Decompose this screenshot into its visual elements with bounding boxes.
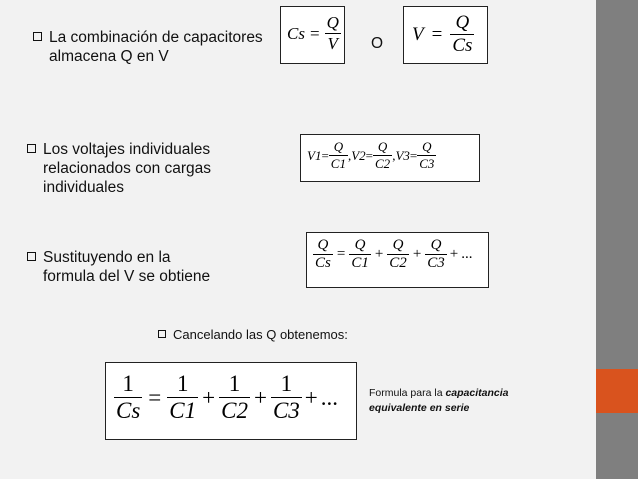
fraction-numerator: 1 (271, 371, 302, 398)
fraction-numerator: Q (387, 237, 409, 255)
fraction-numerator: Q (417, 139, 436, 156)
fraction-denominator: Cs (452, 35, 473, 56)
fraction-denominator: Cs (315, 255, 331, 271)
plus-sign: + (304, 384, 318, 410)
equals-sign: = (148, 384, 162, 410)
plus-sign: + (374, 246, 384, 262)
bullet-text-line: formula del V se obtiene (43, 268, 211, 285)
note-emphasis: capacitancia (445, 387, 509, 399)
series-capacitance-note (369, 386, 509, 416)
bullet-text-line: relacionados con cargas (43, 160, 212, 177)
eq-symbol: V (412, 23, 424, 45)
eq-symbol: V1 (307, 147, 322, 163)
fraction-denominator: V (327, 34, 338, 53)
eq-symbol: Cs (287, 23, 305, 43)
fraction-numerator: 1 (167, 371, 198, 398)
separator: , (392, 147, 396, 163)
fraction-denominator: C3 (272, 398, 300, 423)
bullet-text-line: Los voltajes individuales (43, 141, 211, 158)
fraction-denominator: C1 (169, 398, 197, 423)
checkbox-square-icon (27, 144, 36, 153)
accent-block (596, 369, 638, 413)
equals-sign: = (409, 147, 418, 163)
bullet-text-line: La combinación de capacitores (49, 29, 263, 46)
bullet-sustituyendo (27, 248, 210, 286)
fraction-numerator: Q (326, 13, 339, 32)
bullet-voltajes (27, 140, 211, 197)
checkbox-square-icon (33, 32, 42, 41)
fraction-numerator: Q (349, 237, 371, 255)
equals-sign: = (309, 23, 320, 43)
fraction-numerator: 1 (219, 371, 250, 398)
ellipsis: ... (461, 246, 473, 262)
fraction-denominator: C2 (389, 255, 407, 271)
checkbox-square-icon (158, 330, 166, 338)
fraction-denominator: C1 (351, 255, 369, 271)
checkbox-square-icon (27, 252, 36, 261)
bullet-text-line: individuales (43, 179, 124, 196)
equals-sign: = (321, 147, 329, 163)
ellipsis: ... (320, 384, 339, 410)
fraction-numerator: Q (450, 12, 474, 35)
fraction-denominator: C1 (330, 156, 346, 171)
plus-sign: + (202, 384, 216, 410)
fraction-numerator: Q (313, 237, 333, 255)
fraction-denominator: Cs (116, 398, 141, 423)
bullet-combinacion (33, 28, 263, 66)
equation-substitution (306, 232, 489, 288)
plus-sign: + (253, 384, 267, 410)
eq-symbol: V3 (395, 147, 410, 163)
equation-series-capacitance (105, 362, 357, 440)
fraction-numerator: 1 (114, 371, 142, 398)
equation-individual-voltages (300, 134, 480, 182)
fraction-denominator: C2 (221, 398, 248, 423)
separator: , (347, 147, 352, 163)
connector-o: O (371, 35, 384, 52)
fraction-denominator: C2 (375, 156, 391, 171)
fraction-numerator: Q (373, 139, 392, 156)
equation-capacitance (280, 6, 345, 64)
fraction-numerator: Q (425, 237, 447, 255)
bullet-text-line: Sustituyendo en la (43, 249, 171, 266)
equation-voltage (403, 6, 488, 64)
fraction-numerator: Q (329, 139, 348, 156)
fraction-denominator: C3 (419, 156, 435, 171)
equals-sign: = (336, 246, 346, 262)
note-emphasis: equivalente en serie (369, 402, 470, 414)
equals-sign: = (431, 23, 443, 45)
plus-sign: + (449, 246, 459, 262)
equals-sign: = (365, 147, 374, 163)
eq-symbol: V2 (351, 147, 366, 163)
bullet-text-line: almacena Q en V (49, 48, 169, 65)
note-text: Formula para la (369, 387, 446, 399)
bullet-text-line: Cancelando las Q obtenemos: (173, 327, 348, 342)
bullet-cancelando (158, 326, 348, 343)
fraction-denominator: C3 (427, 255, 445, 271)
plus-sign: + (412, 246, 422, 262)
